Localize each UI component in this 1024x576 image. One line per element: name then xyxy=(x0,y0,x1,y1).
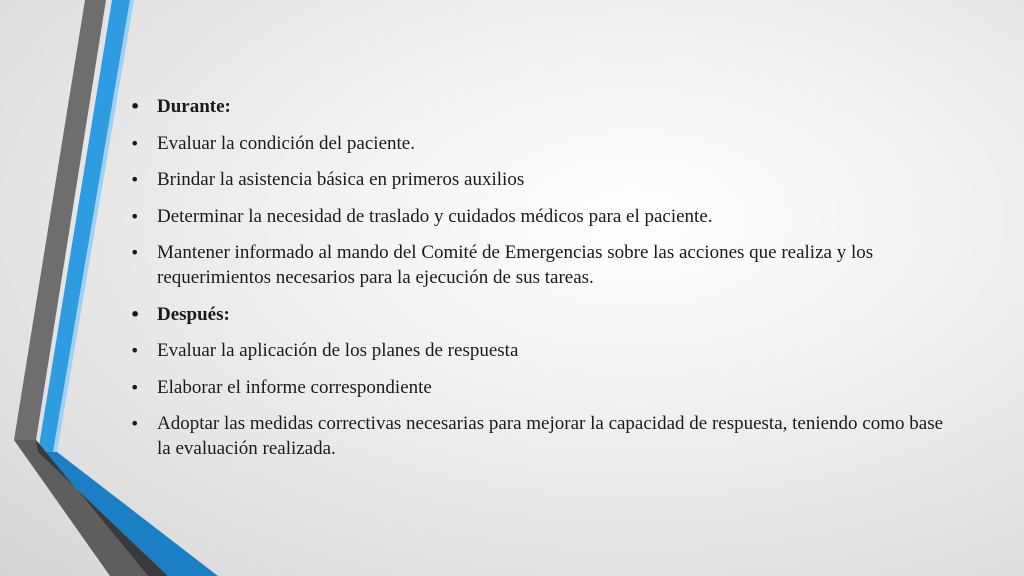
bullet-evaluar-condicion: • Evaluar la condición del paciente. xyxy=(130,131,960,156)
bullet-adoptar-medidas: • Adoptar las medidas correctivas necesarias para mejorar la capacidad de respuesta, teniendo como base la evaluación realizada. xyxy=(130,411,960,461)
bullet-determinar-traslado: • Determinar la necesidad de traslado y cuidados médicos para el paciente. xyxy=(130,204,960,229)
bullet-brindar-asistencia: • Brindar la asistencia básica en primeros auxilios xyxy=(130,167,960,192)
bullet-elaborar-informe: • Elaborar el informe correspondiente xyxy=(130,375,960,400)
bullet-despues: • Después: xyxy=(130,302,960,327)
bullet-list xyxy=(130,94,960,473)
bullet-durante: • Durante: xyxy=(130,94,960,119)
bullet-evaluar-aplicacion: • Evaluar la aplicación de los planes de respuesta xyxy=(130,338,960,363)
bullet-mantener-informado: • Mantener informado al mando del Comité de Emergencias sobre las acciones que realiza y los requerimientos necesarios para la ejecución de sus tareas. xyxy=(130,240,960,290)
